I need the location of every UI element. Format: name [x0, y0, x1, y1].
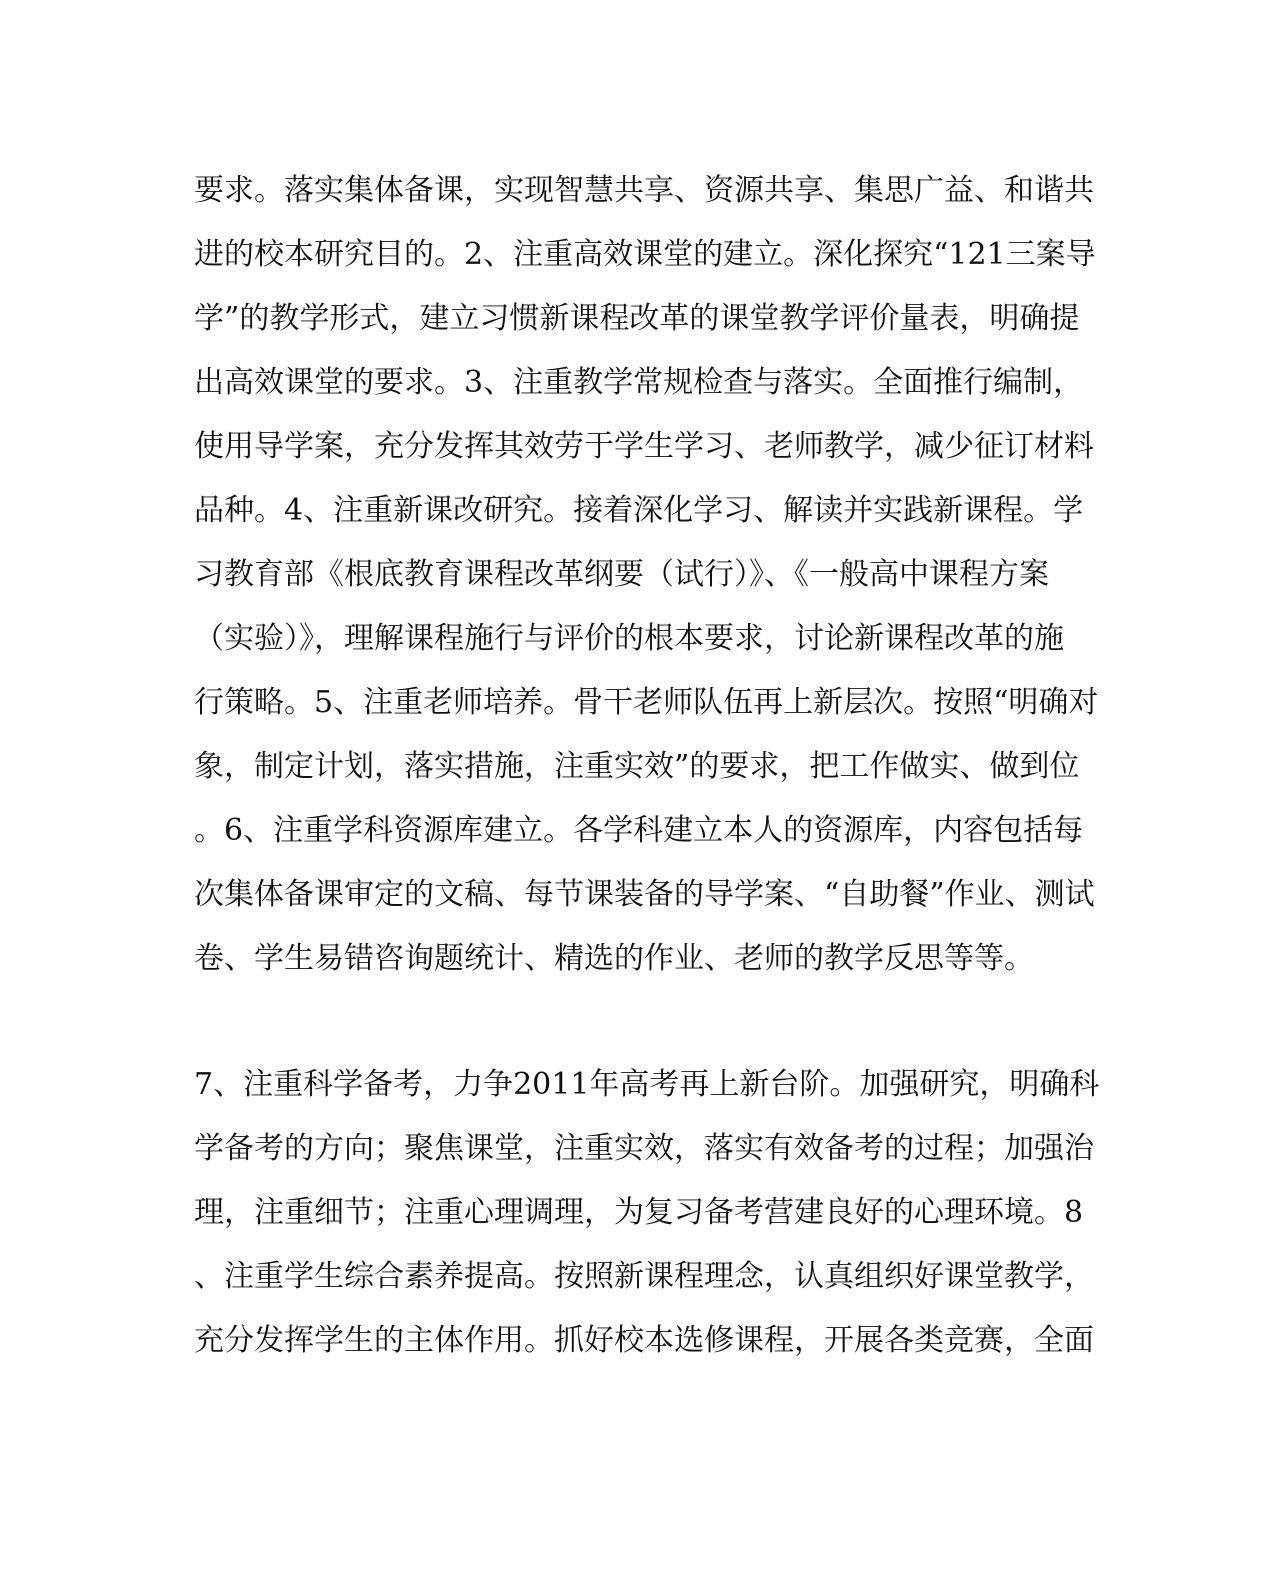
text-line: 理，注重细节；注重心理调理，为复习备考营建良好的心理环境。8 — [194, 1195, 1084, 1230]
text-line: 学”的教学形式，建立习惯新课程改革的课堂教学评价量表，明确提 — [194, 301, 1080, 336]
text-line: （实验）》，理解课程施行与评价的根本要求，讨论新课程改革的施 — [194, 621, 1064, 656]
text-line: 充分发挥学生的主体作用。抓好校本选修课程，开展各类竞赛，全面 — [194, 1323, 1094, 1358]
text-line: 要求。落实集体备课，实现智慧共享、资源共享、集思广益、和谐共 — [194, 173, 1094, 208]
text-line: 出高效课堂的要求。3、注重教学常规检查与落实。全面推行编制， — [194, 365, 1084, 400]
text-line: 行策略。5、注重老师培养。骨干老师队伍再上新层次。按照“明确对 — [194, 685, 1099, 720]
text-line: 学备考的方向；聚焦课堂，注重实效，落实有效备考的过程；加强治 — [194, 1131, 1094, 1166]
text-line: 习教育部《根底教育课程改革纲要（试行）》、《一般高中课程方案 — [194, 557, 1049, 592]
text-line: 进的校本研究目的。2、注重高效课堂的建立。深化探究“121三案导 — [194, 237, 1096, 272]
text-line: 次集体备课审定的文稿、每节课装备的导学案、“自助餐”作业、测试 — [194, 877, 1095, 912]
text-line: 。6、注重学科资源库建立。各学科建立本人的资源库，内容包括每 — [194, 813, 1084, 848]
text-line: 卷、学生易错咨询题统计、精选的作业、老师的教学反思等等。 — [194, 941, 1034, 976]
text-line: 品种。4、注重新课改研究。接着深化学习、解读并实践新课程。学 — [194, 493, 1084, 528]
text-line: 象，制定计划，落实措施，注重实效”的要求，把工作做实、做到位 — [194, 749, 1080, 784]
text-line: 、注重学生综合素养提高。按照新课程理念，认真组织好课堂教学， — [194, 1259, 1094, 1294]
text-line: 7、注重科学备考，力争2011年高考再上新台阶。加强研究，明确科 — [194, 1067, 1100, 1102]
text-line: 使用导学案，充分发挥其效劳于学生学习、老师教学，减少征订材料 — [194, 429, 1094, 464]
